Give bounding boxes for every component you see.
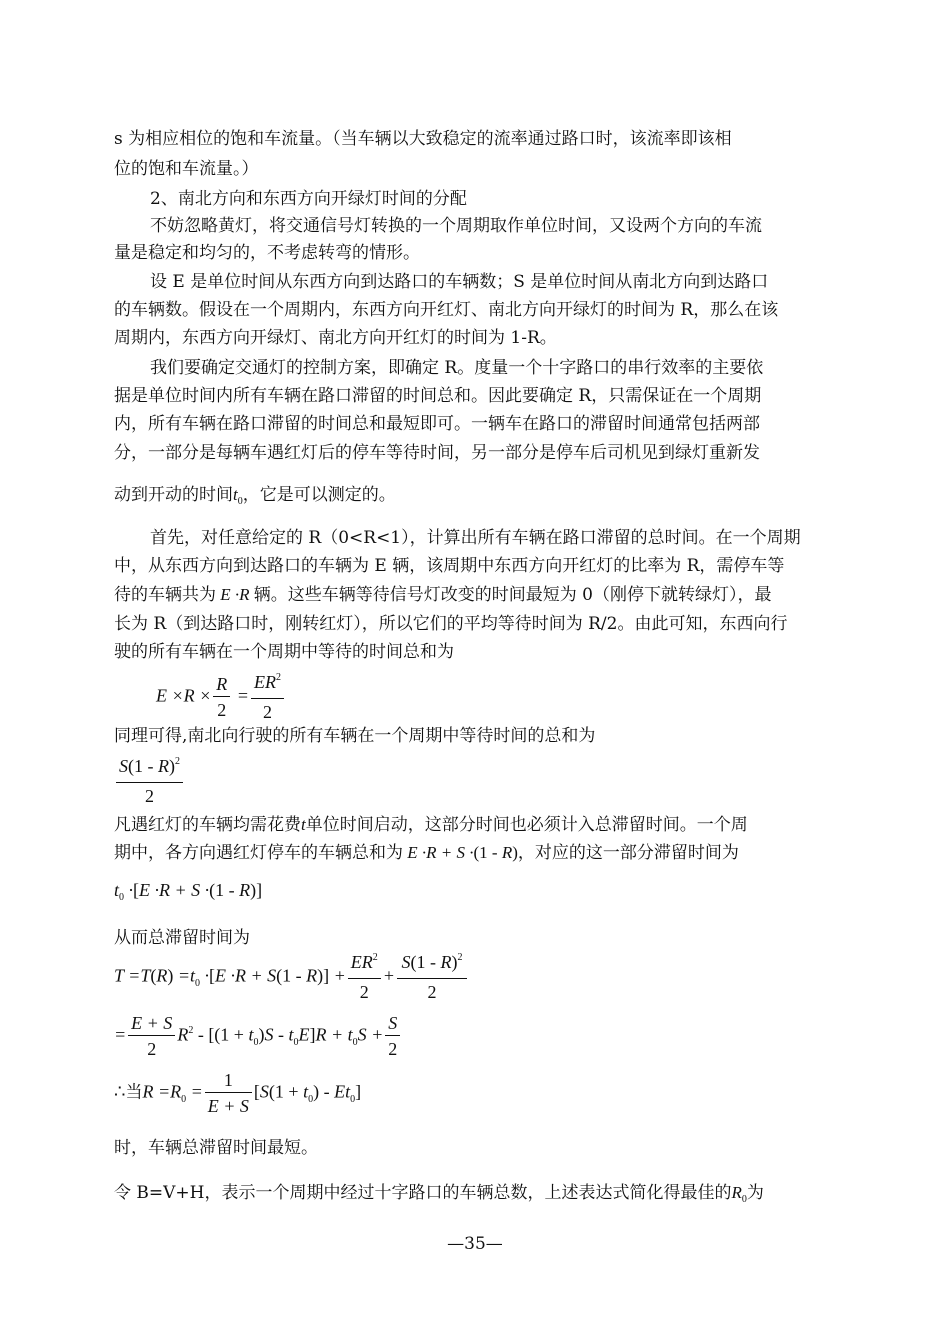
text-segment: 单位时间启动，这部分时间也必须计入总滞留时间。一个周 <box>305 815 748 835</box>
text-segment: ，它是可以测定的。 <box>242 485 396 505</box>
paragraph-line: s 为相应相位的饱和车流量。（当车辆以大致稳定的流率通过路口时，该流率即该相 <box>114 129 732 149</box>
paragraph-line: 量是稳定和均匀的，不考虑转弯的情形。 <box>114 243 420 263</box>
paragraph-line: 驶的所有车辆在一个周期中等待的时间总和为 <box>114 642 454 662</box>
t-symbol: t <box>301 815 306 834</box>
paragraph-line: 中，从东西方向到达路口的车辆为 E 辆，该周期中东西方向开红灯的比率为 R，需停车等 <box>114 556 785 576</box>
text-segment: ，对应的这一部分滞留时间为 <box>517 843 739 863</box>
section-heading: 2、南北方向和东西方向开绿灯时间的分配 <box>150 189 467 209</box>
equation-ew-wait: E ×R × $\frac{R}{2}$ = $\frac{ER^2}{2}$ <box>156 670 286 725</box>
text-segment: 期中，各方向遇红灯停车的车辆总和为 <box>114 843 403 863</box>
equation-total-time-2: = $\frac{E + S}{2}$ $R^2 - [(1 + t_0)S - t_0E]R + t_0S$ + $\frac{S}{2}$ <box>114 1011 402 1062</box>
equation-startup-time: $t_0 \cdot[E \cdot R + S \cdot(1 - R)]$ <box>114 880 263 903</box>
paragraph-line: 分，一部分是每辆车遇红灯后的停车等待时间，另一部分是停车后司机见到绿灯重新发 <box>114 443 760 463</box>
paragraph-line: 我们要确定交通灯的控制方案，即确定 R。度量一个十字路口的串行效率的主要依 <box>150 358 764 378</box>
paragraph-line: 周期内，东西方向开绿灯、南北方向开红灯的时间为 1-R。 <box>114 328 557 348</box>
math-er: E ·R <box>216 585 254 604</box>
text-segment: 凡遇红灯的车辆均需花费 <box>114 815 301 835</box>
paragraph-line <box>114 815 748 835</box>
r0-symbol: $R_0$ <box>731 1183 747 1205</box>
paragraph-line: 同理可得,南北向行驶的所有车辆在一个周期中等待时间的总和为 <box>114 726 596 746</box>
paragraph-line <box>114 585 772 605</box>
paragraph-line <box>114 485 396 508</box>
paragraph-line <box>114 843 739 863</box>
paragraph-line: 内，所有车辆在路口滞留的时间总和最短即可。一辆车在路口的滞留时间通常包括两部 <box>114 414 760 434</box>
equation-optimal-r: ∴当$R =R_0$ = $\frac{1}{E + S}$ $[S(1 + t_0) - Et_0]$ <box>114 1070 362 1116</box>
text-segment: 动到开动的时间 <box>114 485 233 505</box>
text-segment: 令 B=V+H，表示一个周期中经过十字路口的车辆总数，上述表达式简化得最佳的 <box>114 1183 732 1203</box>
paragraph-line: 不妨忽略黄灯，将交通信号灯转换的一个周期取作单位时间，又设两个方向的车流 <box>150 216 762 236</box>
paragraph-line: 长为 R（到达路口时，刚转红灯），所以它们的平均等待时间为 R/2。由此可知，东西向行 <box>114 614 788 634</box>
paragraph-line: 位的饱和车流量。） <box>114 159 259 179</box>
paragraph-line <box>114 1183 764 1206</box>
equation-ns-wait: $\frac{S(1 - R)^2}{2}$ <box>114 754 185 809</box>
paragraph-line: 从而总滞留时间为 <box>114 928 250 948</box>
text-segment: 辆。这些车辆等待信号灯改变的时间最短为 0（刚停下就转绿灯），最 <box>253 585 772 605</box>
t0-symbol: $t_0$ <box>233 485 243 507</box>
text-segment: 为 <box>746 1183 764 1203</box>
paragraph-line: 时，车辆总滞留时间最短。 <box>114 1138 318 1158</box>
text-segment: 待的车辆共为 <box>114 585 216 605</box>
paragraph-line: 首先，对任意给定的 R（0<R<1），计算出所有车辆在路口滞留的总时间。在一个周期 <box>150 528 801 548</box>
paragraph-line: 的车辆数。假设在一个周期内，东西方向开红灯、南北方向开绿灯的时间为 R，那么在该 <box>114 300 779 320</box>
equation-total-time-1: $T =T(R) =t_0 \cdot[E \cdot R + S(1 - R)]$ + $\frac{ER^2}{2}$ + $\frac{S(1 - R)^2}{2}$ <box>114 950 469 1005</box>
paragraph-line: 据是单位时间内所有车辆在路口滞留的时间总和。因此要确定 R，只需保证在一个周期 <box>114 386 762 406</box>
math-expression: E ·R + S ·(1 - R) <box>403 843 518 862</box>
page-number: —35— <box>447 1234 503 1254</box>
paragraph-line: 设 E 是单位时间从东西方向到达路口的车辆数；S 是单位时间从南北方向到达路口 <box>150 272 769 292</box>
